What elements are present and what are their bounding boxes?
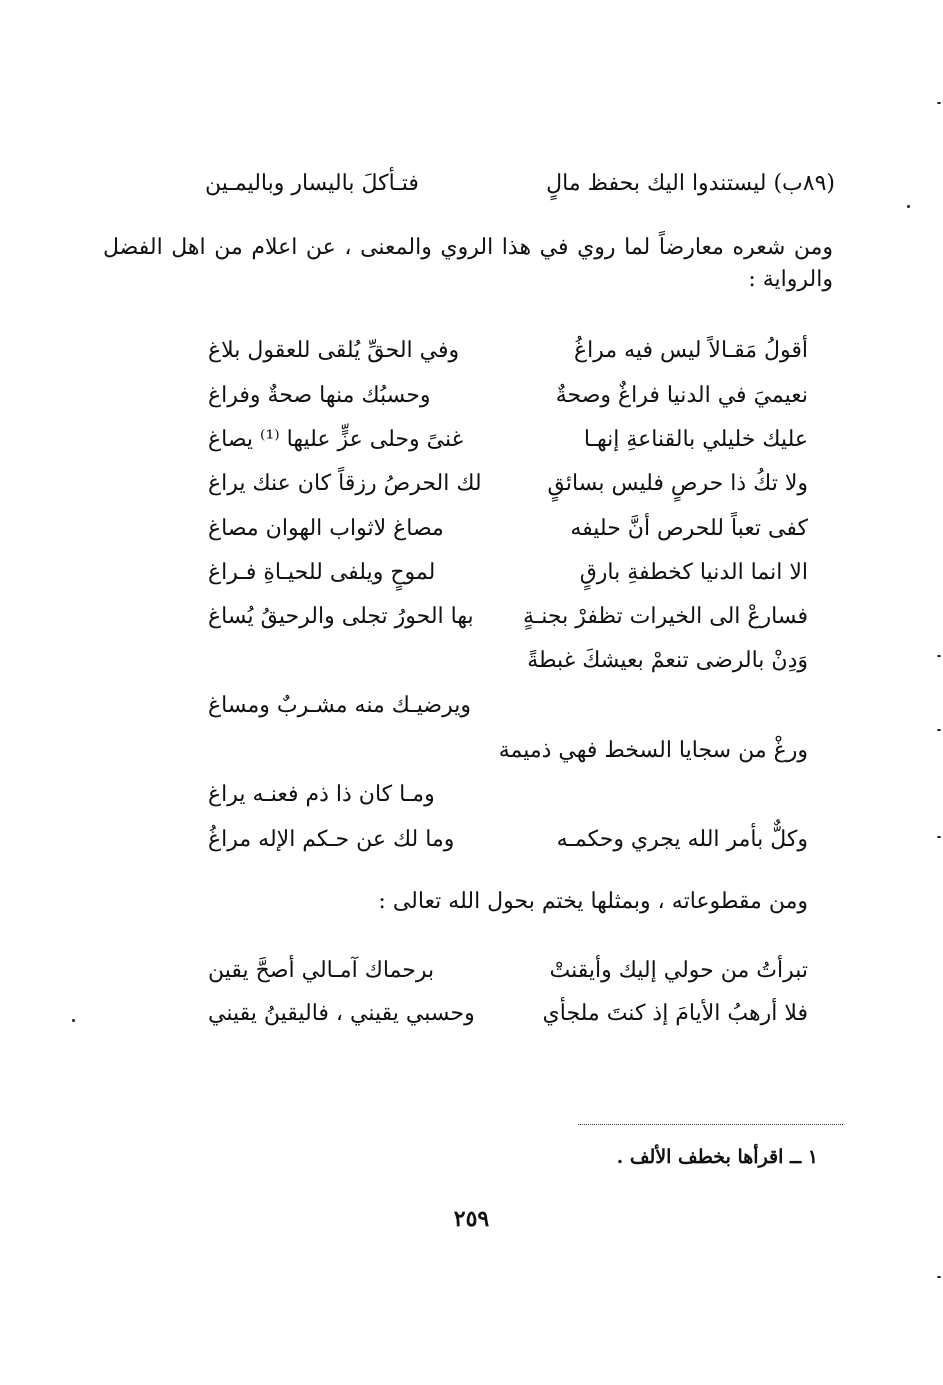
heading-hemistich-1	[546, 166, 835, 202]
hemistich-first: أقولُ مَقـالاً ليس فيه مراغُ	[573, 338, 808, 363]
hemistich-first: الا انما الدنيا كخطفةِ بارقٍ	[579, 560, 808, 585]
hemistich-second: وحسبي يقيني ، فاليقينُ يقيني	[208, 1001, 475, 1026]
hemistich-first: ولا تكُ ذا حرصٍ فليس بسائقٍ	[547, 471, 808, 496]
verse	[208, 953, 808, 989]
verse	[208, 996, 808, 1032]
hemistich-second: مصاغ لاثواب الهوان مصاغ	[208, 516, 444, 541]
scan-speck	[937, 729, 941, 731]
scan-speck	[937, 655, 941, 657]
footnote: ١ ــ اقرأها بخطف الألف .	[616, 1146, 818, 1168]
folio-marker: (٨٩ب)	[773, 171, 835, 196]
page-number: ٢٥٩	[453, 1206, 490, 1232]
verse	[208, 422, 808, 458]
heading-verse	[205, 166, 835, 202]
hemistich-first: تبرأتُ من حولي إليك وأيقنتْ	[549, 958, 808, 983]
scan-speck	[937, 102, 941, 104]
hemistich-second: برحماك آمـالي أصحَّ يقين	[208, 958, 435, 983]
scan-speck	[937, 836, 941, 838]
scan-speck	[907, 205, 910, 208]
hemistich-second: لك الحرصُ رزقاً كان عنك يراغ	[208, 471, 482, 496]
verse	[208, 733, 808, 769]
hemistich-second: وحسبُك منها صحةٌ وفراغ	[208, 383, 431, 408]
hemistich-second: غنىً وحلى عزٍّ عليها ⁽¹⁾ يصاغ	[208, 427, 464, 452]
hemistich-second: وما لك عن حـكم الإله مراغُ	[208, 827, 455, 852]
verse	[208, 466, 808, 502]
verse	[208, 688, 808, 724]
heading-hemistich-2: فتـأكلَ باليسار وباليمـين	[205, 171, 419, 196]
verse	[208, 822, 808, 858]
verse	[208, 555, 808, 591]
scan-speck	[937, 1276, 941, 1278]
hemistich-first: فلا أرهبُ الأيامَ إذ كنتَ ملجأي	[542, 1001, 808, 1026]
scan-speck	[72, 1019, 75, 1022]
hemistich-second: لموحٍ ويلفى للحيـاةِ فـراغ	[208, 560, 436, 585]
hemistich-first: فسارعْ الى الخيرات تظفرْ بجنـةٍ	[523, 604, 808, 629]
verse	[208, 378, 808, 414]
intro-paragraph: ومن شعره معارضاً لما روي في هذا الروي والمعنى ، عن اعلام من اهل الفضل والرواية :	[103, 235, 833, 292]
verse	[208, 777, 808, 813]
verse	[208, 599, 808, 635]
hemistich-second: ويرضيـك منه مشـربٌ ومساغ	[208, 693, 471, 718]
hemistich-second: بها الحورُ تجلى والرحيقُ يُساغ	[208, 604, 474, 629]
hemistich-first: نعيميَ في الدنيا فراغٌ وصحةٌ	[555, 383, 808, 408]
hemistich-first: عليك خليلي بالقناعةِ إنهـا	[583, 427, 808, 452]
footnote-divider	[578, 1124, 843, 1125]
hemistich-first: وَدِنْ بالرضى تنعمْ بعيشكَ غبطةً	[527, 648, 808, 673]
hemistich-first: ورغْ من سجايا السخط فهي ذميمة	[498, 738, 808, 763]
intro-2: ومن مقطوعاته ، وبمثلها يختم بحول الله تعالى :	[378, 889, 808, 914]
verse	[208, 333, 808, 369]
verse	[208, 643, 808, 679]
hemistich-first: وكلٌّ بأمر الله يجري وحكمـه	[556, 827, 808, 852]
verse	[208, 511, 808, 547]
heading-hemistich-1-text: ليستندوا اليك بحفظ مالٍ	[546, 171, 767, 196]
hemistich-second: وفي الحقِّ يُلقى للعقول بلاغ	[208, 338, 460, 363]
hemistich-first: كفى تعباً للحرص أنَّ حليفه	[570, 516, 808, 541]
hemistich-second: ومـا كان ذا ذم فعنـه يراغ	[208, 782, 435, 807]
